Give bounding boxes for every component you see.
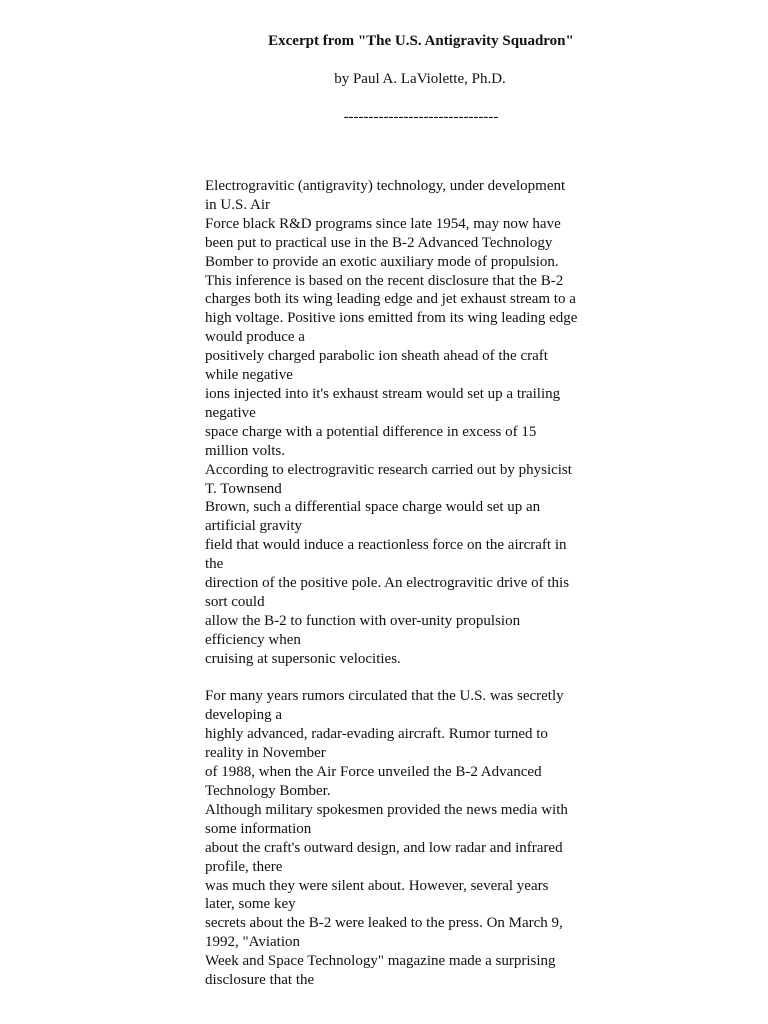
text-line: charges both its wing leading edge and jet exhaust stream to a [205, 291, 576, 308]
separator-line: ------------------------------- [343, 109, 499, 125]
text-line: Brown, such a differential space charge would set up an [205, 499, 541, 516]
text-line: of 1988, when the Air Force unveiled the B-2 Advanced [205, 764, 542, 781]
text-line: T. Townsend [205, 480, 282, 497]
paragraph-1 [205, 177, 645, 669]
text-line: about the craft's outward design, and low radar and infrared [205, 839, 563, 856]
text-line: would produce a [205, 329, 305, 346]
text-line: Technology Bomber. [205, 782, 331, 799]
text-line: reality in November [205, 745, 326, 762]
text-line: ions injected into it's exhaust stream would set up a trailing [205, 385, 561, 402]
text-line: Week and Space Technology" magazine made a surprising [205, 953, 556, 970]
text-line: allow the B-2 to function with over-unity propulsion [205, 612, 521, 629]
text-line: positively charged parabolic ion sheath ahead of the craft [205, 348, 548, 365]
text-line: highly advanced, radar-evading aircraft. Rumor turned to [205, 726, 548, 743]
text-line: cruising at supersonic velocities. [205, 650, 401, 667]
text-line: efficiency when [205, 631, 301, 648]
text-line: developing a [205, 707, 283, 724]
author-byline: by Paul A. LaViolette, Ph.D. [334, 71, 506, 87]
text-line: disclosure that the [205, 972, 315, 989]
text-line: According to electrogravitic research carried out by physicist [205, 461, 572, 478]
text-line: in U.S. Air [205, 196, 271, 213]
paragraph-2 [205, 687, 645, 990]
text-line: the [205, 556, 224, 573]
text-line: negative [205, 404, 256, 421]
document-title: Excerpt from "The U.S. Antigravity Squadron" [268, 33, 574, 49]
text-line: sort could [205, 593, 265, 610]
text-line: later, some key [205, 896, 296, 913]
text-line: direction of the positive pole. An electrogravitic drive of this [205, 575, 570, 592]
text-line: Although military spokesmen provided the news media with [205, 801, 568, 818]
text-line: million volts. [205, 442, 286, 459]
text-line: field that would induce a reactionless force on the aircraft in [205, 537, 567, 554]
text-line: was much they were silent about. However, several years [205, 877, 549, 894]
text-line: Force black R&D programs since late 1954, may now have [205, 215, 561, 232]
text-line: Electrogravitic (antigravity) technology, under development [205, 178, 566, 194]
text-line: For many years rumors circulated that the U.S. was secretly [205, 688, 564, 705]
text-line: profile, there [205, 858, 283, 875]
text-line: while negative [205, 367, 293, 384]
text-line: been put to practical use in the B-2 Advanced Technology [205, 234, 553, 251]
text-line: Bomber to provide an exotic auxiliary mode of propulsion. [205, 253, 559, 270]
text-line: secrets about the B-2 were leaked to the press. On March 9, [205, 915, 563, 932]
paragraph-gap [205, 669, 645, 688]
text-line: 1992, "Aviation [205, 934, 301, 951]
excerpt-body [205, 177, 645, 990]
text-line: space charge with a potential difference in excess of 15 [205, 423, 537, 440]
text-line: high voltage. Positive ions emitted from its wing leading edge [205, 310, 578, 327]
text-line: some information [205, 820, 312, 837]
text-line: This inference is based on the recent disclosure that the B-2 [205, 272, 564, 289]
text-line: artificial gravity [205, 518, 303, 535]
